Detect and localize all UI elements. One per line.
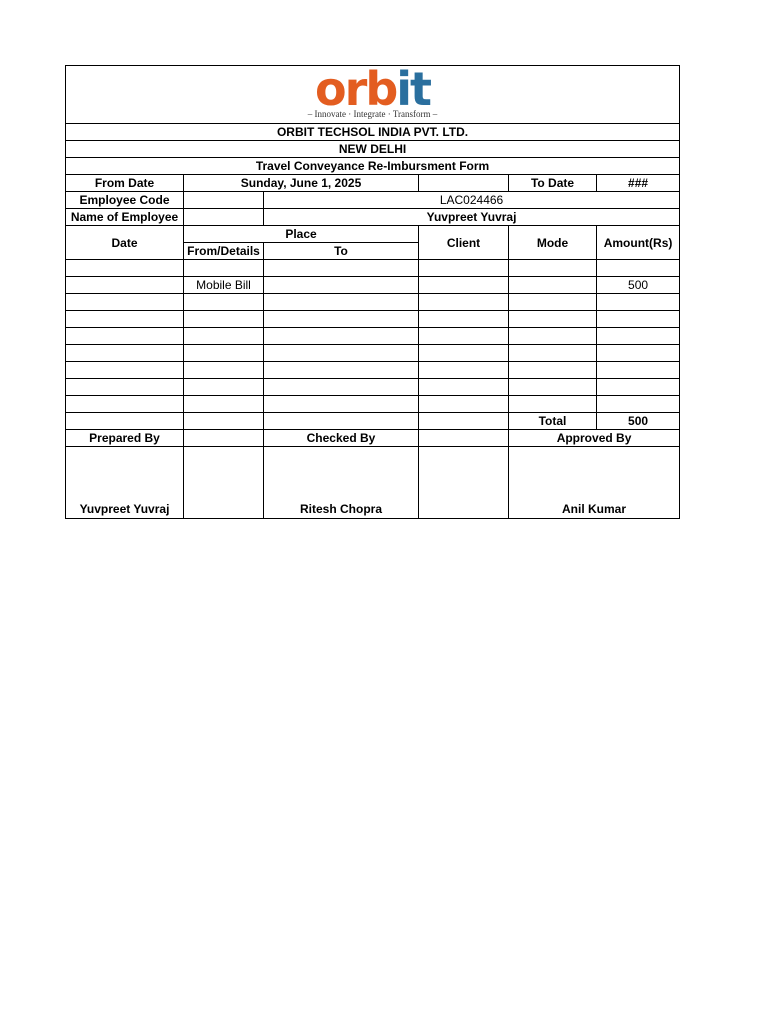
cell-client[interactable] xyxy=(419,396,509,413)
cell-from[interactable] xyxy=(184,345,264,362)
col-header-place: Place xyxy=(184,226,419,243)
company-city: NEW DELHI xyxy=(66,141,680,158)
cell-client[interactable] xyxy=(419,277,509,294)
cell-amount[interactable] xyxy=(597,396,680,413)
cell-mode[interactable] xyxy=(509,294,597,311)
table-row xyxy=(66,345,680,362)
table-row xyxy=(66,379,680,396)
cell-to[interactable] xyxy=(264,345,419,362)
cell-from[interactable] xyxy=(184,328,264,345)
cell-to[interactable] xyxy=(264,328,419,345)
blank-cell[interactable] xyxy=(184,192,264,209)
col-header-amount: Amount(Rs) xyxy=(597,226,680,260)
cell-date[interactable] xyxy=(66,396,184,413)
table-row xyxy=(66,294,680,311)
approved-by-name: Anil Kumar xyxy=(509,447,680,519)
cell-amount[interactable]: 500 xyxy=(597,277,680,294)
cell-from[interactable] xyxy=(184,311,264,328)
cell-to[interactable] xyxy=(264,260,419,277)
cell-mode[interactable] xyxy=(509,311,597,328)
cell-amount[interactable] xyxy=(597,362,680,379)
cell-client[interactable] xyxy=(419,311,509,328)
cell-date[interactable] xyxy=(66,294,184,311)
table-row xyxy=(66,260,680,277)
col-header-to: To xyxy=(264,243,419,260)
logo-wordmark: orbit xyxy=(315,65,431,116)
employee-code-label: Employee Code xyxy=(66,192,184,209)
table-row xyxy=(66,311,680,328)
blank-cell[interactable] xyxy=(184,430,264,447)
prepared-by-name: Yuvpreet Yuvraj xyxy=(66,447,184,519)
cell-from[interactable] xyxy=(184,362,264,379)
total-row xyxy=(66,413,680,430)
cell-from[interactable] xyxy=(184,294,264,311)
blank-cell[interactable] xyxy=(419,447,509,519)
blank-cell[interactable] xyxy=(419,430,509,447)
cell-date[interactable] xyxy=(66,277,184,294)
blank-cell[interactable] xyxy=(184,447,264,519)
cell-amount[interactable] xyxy=(597,311,680,328)
cell-mode[interactable] xyxy=(509,260,597,277)
cell-amount[interactable] xyxy=(597,345,680,362)
cell-date[interactable] xyxy=(66,260,184,277)
blank-cell[interactable] xyxy=(419,413,509,430)
cell-from[interactable] xyxy=(184,260,264,277)
cell-mode[interactable] xyxy=(509,328,597,345)
cell-to[interactable] xyxy=(264,362,419,379)
employee-name-value[interactable]: Yuvpreet Yuvraj xyxy=(264,209,680,226)
cell-to[interactable] xyxy=(264,379,419,396)
logo-tagline: – Innovate · Integrate · Transform – xyxy=(307,109,438,119)
cell-date[interactable] xyxy=(66,311,184,328)
cell-amount[interactable] xyxy=(597,328,680,345)
cell-client[interactable] xyxy=(419,328,509,345)
to-date-label: To Date xyxy=(509,175,597,192)
employee-code-value[interactable]: LAC024466 xyxy=(264,192,680,209)
cell-mode[interactable] xyxy=(509,362,597,379)
total-label: Total xyxy=(509,413,597,430)
cell-amount[interactable] xyxy=(597,260,680,277)
col-header-from: From/Details xyxy=(184,243,264,260)
total-value[interactable]: 500 xyxy=(597,413,680,430)
approved-by-label: Approved By xyxy=(509,430,680,447)
table-row xyxy=(66,277,680,294)
cell-client[interactable] xyxy=(419,345,509,362)
cell-client[interactable] xyxy=(419,294,509,311)
checked-by-label: Checked By xyxy=(264,430,419,447)
employee-name-label: Name of Employee xyxy=(66,209,184,226)
col-header-date: Date xyxy=(66,226,184,260)
blank-cell[interactable] xyxy=(184,209,264,226)
to-date-value[interactable]: ### xyxy=(597,175,680,192)
cell-amount[interactable] xyxy=(597,379,680,396)
form-title: Travel Conveyance Re-Imbursment Form xyxy=(66,158,680,175)
cell-date[interactable] xyxy=(66,328,184,345)
col-header-client: Client xyxy=(419,226,509,260)
form-table xyxy=(65,65,680,519)
cell-client[interactable] xyxy=(419,362,509,379)
table-row xyxy=(66,396,680,413)
checked-by-name: Ritesh Chopra xyxy=(264,447,419,519)
cell-mode[interactable] xyxy=(509,345,597,362)
cell-to[interactable] xyxy=(264,294,419,311)
reimbursement-form xyxy=(65,65,679,519)
table-row xyxy=(66,328,680,345)
blank-cell[interactable] xyxy=(264,413,419,430)
cell-mode[interactable] xyxy=(509,277,597,294)
blank-cell[interactable] xyxy=(66,413,184,430)
cell-to[interactable] xyxy=(264,396,419,413)
cell-mode[interactable] xyxy=(509,396,597,413)
from-date-label: From Date xyxy=(66,175,184,192)
orbit-logo xyxy=(307,65,438,120)
cell-client[interactable] xyxy=(419,260,509,277)
cell-client[interactable] xyxy=(419,379,509,396)
cell-from[interactable]: Mobile Bill xyxy=(184,277,264,294)
cell-mode[interactable] xyxy=(509,379,597,396)
cell-from[interactable] xyxy=(184,379,264,396)
from-date-value[interactable]: Sunday, June 1, 2025 xyxy=(184,175,419,192)
table-row xyxy=(66,362,680,379)
prepared-by-label: Prepared By xyxy=(66,430,184,447)
cell-amount[interactable] xyxy=(597,294,680,311)
cell-to[interactable] xyxy=(264,277,419,294)
blank-cell[interactable] xyxy=(419,175,509,192)
col-header-mode: Mode xyxy=(509,226,597,260)
cell-from[interactable] xyxy=(184,396,264,413)
blank-cell[interactable] xyxy=(184,413,264,430)
cell-date[interactable] xyxy=(66,345,184,362)
cell-date[interactable] xyxy=(66,379,184,396)
logo-cell xyxy=(66,66,680,124)
cell-date[interactable] xyxy=(66,362,184,379)
cell-to[interactable] xyxy=(264,311,419,328)
company-name: ORBIT TECHSOL INDIA PVT. LTD. xyxy=(66,124,680,141)
